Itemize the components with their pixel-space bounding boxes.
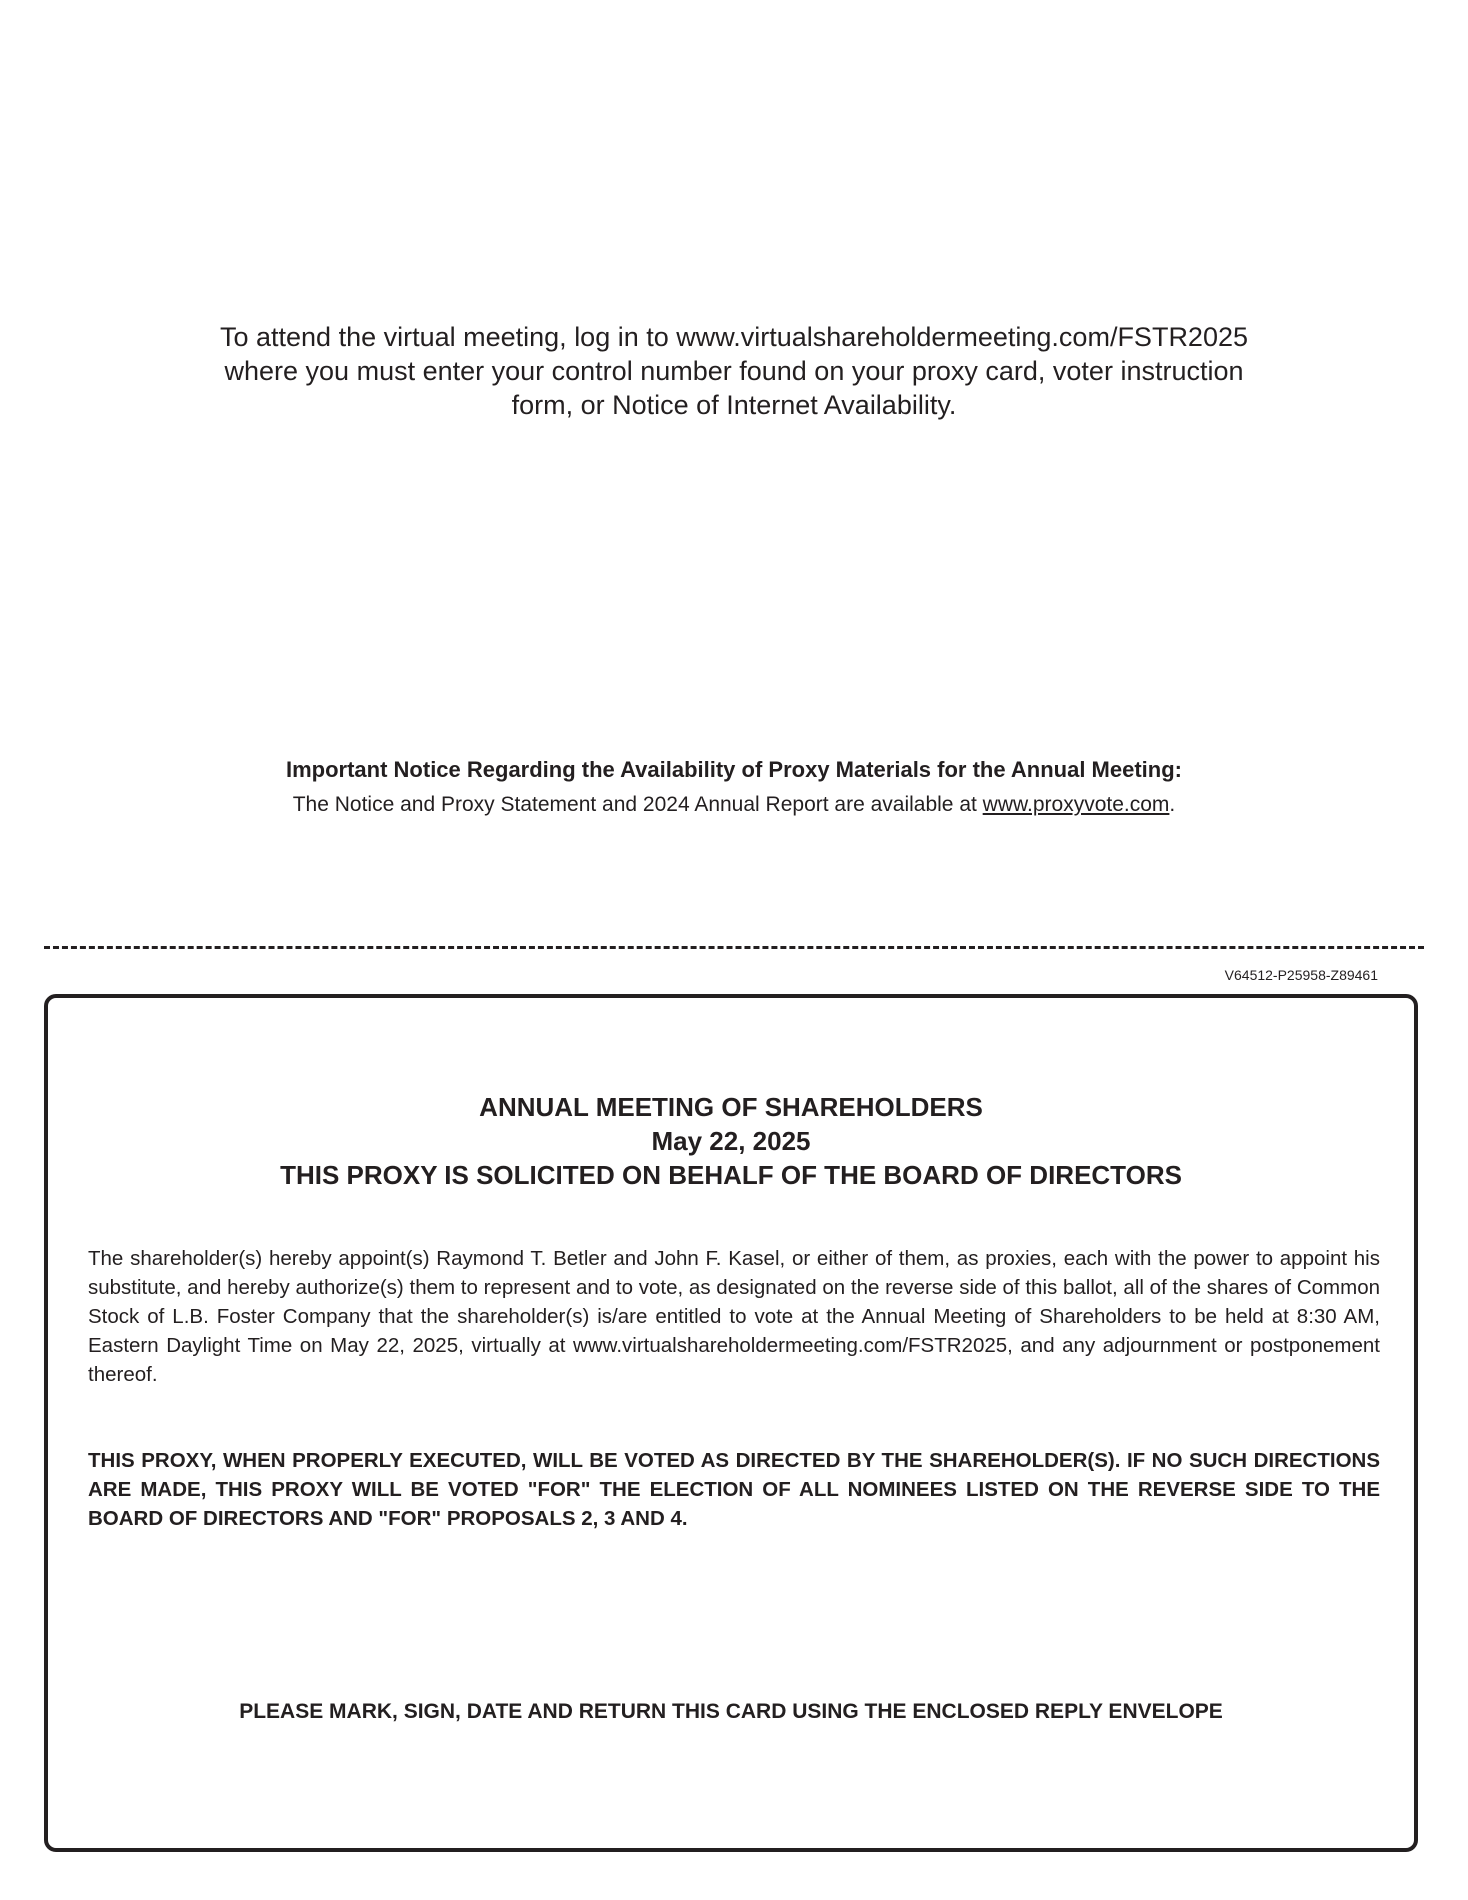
virtual-meeting-line: where you must enter your control number found on your proxy card, voter instruction [224,356,1244,386]
important-notice-body [100,790,1368,820]
card-title [48,1090,1414,1192]
perforation-line [44,946,1424,949]
card-title-line: THIS PROXY IS SOLICITED ON BEHALF OF THE BOARD OF DIRECTORS [280,1160,1182,1190]
card-title-line: ANNUAL MEETING OF SHAREHOLDERS [479,1092,983,1122]
important-notice-body-prefix: The Notice and Proxy Statement and 2024 Annual Report are available at [292,793,983,816]
virtual-meeting-line: form, or Notice of Internet Availability. [511,390,957,420]
virtual-meeting-line: To attend the virtual meeting, log in to www.virtualshareholdermeeting.com/FSTR2025 [219,322,1249,352]
important-notice-heading: Important Notice Regarding the Availability of Proxy Materials for the Annual Meeting: [285,757,1182,782]
appointment-paragraph: The shareholder(s) hereby appoint(s) Raymond T. Betler and John F. Kasel, or either of them, as proxies, each with the power to appoint his substitute, and hereby authorize(s) them to represent and to vote, as designated on the reverse side of this ballot, all of the shares of Common Stock of L.B. Foster Company that the shareholder(s) is/are entitled to vote at the Annual Meeting of Shareholders to be held at 8:30 AM, Eastern Daylight Time on May 22, 2025, virtually at www.virtualshareholdermeeting.com/FSTR2025, and any adjournment or postponement thereof. [88,1247,1380,1386]
card-title-line: May 22, 2025 [651,1126,811,1156]
important-notice-body-suffix: . [1169,793,1176,816]
job-code: V64512-P25958-Z89461 [1224,967,1378,983]
return-instructions: PLEASE MARK, SIGN, DATE AND RETURN THIS CARD USING THE ENCLOSED REPLY ENVELOPE [239,1700,1223,1723]
proxyvote-link[interactable]: www.proxyvote.com [982,793,1170,816]
proxy-card [44,994,1418,1852]
important-notice [100,755,1368,820]
virtual-meeting-notice [200,320,1268,422]
voting-directive: THIS PROXY, WHEN PROPERLY EXECUTED, WILL BE VOTED AS DIRECTED BY THE SHAREHOLDER(S). IF NO SUCH DIRECTIONS ARE MADE, THIS PROXY WILL BE VOTED "FOR" THE ELECTION OF ALL NOMINEES LISTED ON THE REVERSE SIDE TO THE BOARD OF DIRECTORS AND "FOR" PROPOSALS 2, 3 AND 4. [88,1449,1380,1530]
